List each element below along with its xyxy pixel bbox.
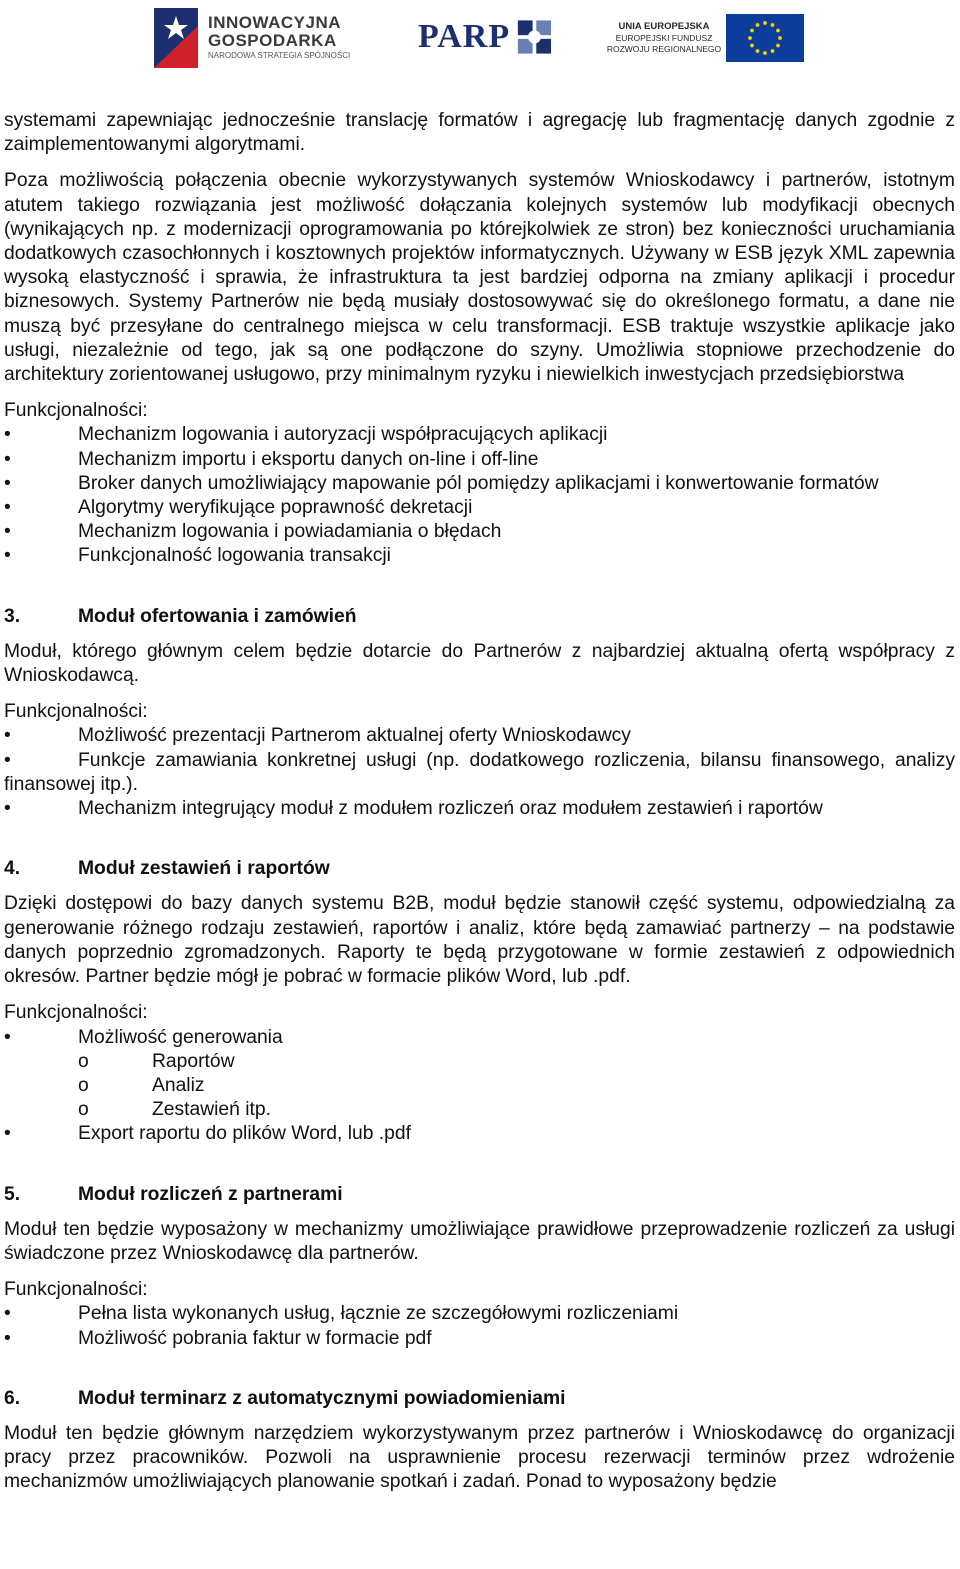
bullet-icon: • [4,545,11,567]
eu-star-icon [771,23,775,27]
eu-star-icon [750,29,754,33]
logo1-line3: NARODOWA STRATEGIA SPÓJNOŚCI [208,51,351,60]
section-3-heading [4,605,955,629]
section-number: 5. [4,1183,21,1205]
sub-list-item-text: Raportów [152,1050,235,1072]
sub-list-item-text: Analiz [152,1074,205,1096]
list-item [4,1122,955,1146]
list-item-text: Funkcje zamawiania konkretnej usługi (np. dodatkowego rozliczenia, bilansu finansowego, analizy finansowej itp.). [4,749,955,795]
sub-list-item [4,1050,955,1074]
list-item [4,423,955,447]
functions-label: Funkcjonalności: [4,701,148,723]
paragraph-esb: Poza możliwością połączenia obecnie wykorzystywanych systemów Wnioskodawcy i partnerów, istotnym atutem takiego rozwiązania jest możliwość dołączania kolejnych systemów lub modyfikacji obecnych (wynikających np. z modernizacji oprogramowania po którejkolwiek ze stron) bez konieczności uruchamiania dodatkowych czasochłonnych i kosztownych projektów informatycznych. Używany w ESB język XML zapewnia wysoką elastyczność i sprawia, że infrastruktura ta jest bardziej odporna na zmiany aplikacji i procedur biznesowych. Systemy Partnerów nie będą musiały dostosowywać się do określonego formatu, a dane nie muszą być przesyłane do centralnego miejsca w celu transformacji. ESB traktuje wszystkie aplikacje jako usługi, niezależnie od tego, jak są one podłączone do szyny. Umożliwia stopniowe przechodzenie do architektury zorientowanej usługowo, przy minimalnym ryzyku i niewielkich inwestycjach przedsiębiorstwa [4,170,955,386]
functions-list-5 [4,1302,955,1350]
paragraph-intro: systemami zapewniając jednocześnie translację formatów i agregację lub fragmentację danych zgodnie z zaimplementowanymi algorytmami. [4,110,955,156]
section-number: 4. [4,858,21,880]
section-number: 3. [4,605,21,627]
section-5-heading [4,1183,955,1207]
bullet-icon: • [4,1327,11,1349]
eu-star-icon [778,36,782,40]
bullet-icon: • [4,725,11,747]
eu-flag-icon [726,14,804,62]
functions-label: Funkcjonalności: [4,1279,148,1301]
logo3-line2: EUROPEJSKI FUNDUSZ [615,33,713,43]
list-item [4,448,955,472]
eu-star-icon [763,51,767,55]
sub-bullet-icon: o [78,1074,89,1096]
bullet-icon: • [4,448,11,470]
bullet-icon: • [4,497,11,519]
list-item-text: Mechanizm importu i eksportu danych on-line i off-line [78,448,539,470]
list-item [4,1302,955,1326]
section-4-heading [4,857,955,881]
section-6-paragraph: Moduł ten będzie głównym narzędziem wykorzystywanym przez partnerów i Wnioskodawcę do organizacji pracy przez pracowników. Pozwoli na usprawnienie procesu rezerwacji terminów przez wdrożenie mechanizmów umożliwiających planowanie spotkań i zadań. Ponad to wyposażony będzie [4,1422,955,1493]
functions-label: Funkcjonalności: [4,400,148,422]
sub-list-item [4,1074,955,1098]
section-title: Moduł zestawień i raportów [78,858,330,880]
parp-emblem-icon [516,17,553,57]
list-item-text: Pełna lista wykonanych usług, łącznie ze szczegółowymi rozliczeniami [78,1303,679,1325]
eu-star-icon [776,44,780,48]
list-item-text: Funkcjonalność logowania transakcji [78,545,391,567]
functions-label: Funkcjonalności: [4,1002,148,1024]
logo3-line1: UNIA EUROPEJSKA [618,21,710,32]
section-5-paragraph: Moduł ten będzie wyposażony w mechanizmy umożliwiające prawidłowe przeprowadzenie rozliczeń za usługi świadczone przez Wnioskodawcę dla partnerów. [4,1218,955,1264]
bullet-icon: • [4,798,11,820]
list-item-text: Mechanizm integrujący moduł z modułem rozliczeń oraz modułem zestawień i raportów [78,798,823,820]
list-item [4,724,955,748]
sub-bullet-icon: o [78,1050,89,1072]
list-item-text: Możliwość prezentacji Partnerom aktualnej oferty Wnioskodawcy [78,725,631,747]
functions-list-3 [4,724,955,821]
section-6-heading [4,1387,955,1411]
sub-list-item [4,1098,955,1122]
list-item-text: Możliwość pobrania faktur w formacie pdf [78,1327,432,1349]
functions-list-1 [4,423,955,568]
list-item [4,1327,955,1351]
bullet-icon: • [4,1123,11,1145]
parp-logo [418,14,553,60]
bullet-icon: • [4,472,11,494]
innowacyjna-gospodarka-logo [150,4,370,72]
eu-star-icon [763,21,767,25]
section-number: 6. [4,1387,21,1409]
list-item-text: Mechanizm logowania i autoryzacji współpracujących aplikacji [78,424,608,446]
list-item [4,797,955,821]
eu-star-icon [771,49,775,53]
logo3-line3: ROZWOJU REGIONALNEGO [606,44,722,54]
logo1-line2: GOSPODARKA [208,31,337,50]
eu-star-icon [756,49,760,53]
list-item [4,544,955,568]
star-emblem-icon [150,6,202,70]
section-title: Moduł rozliczeń z partnerami [78,1183,343,1205]
parp-text: PARP [418,18,511,55]
eu-star-icon [756,23,760,27]
bullet-icon: • [4,424,11,446]
bullet-icon: • [4,1026,11,1048]
logo1-line1: INNOWACYJNA [208,13,342,32]
document-body [4,109,955,1495]
list-item [4,472,955,496]
bullet-icon: • [4,1303,11,1325]
list-item-text: Możliwość generowania [78,1026,283,1048]
eu-star-icon [776,29,780,33]
page-header [0,0,960,80]
list-item-text: Algorytmy weryfikujące poprawność dekretacji [78,497,473,519]
bullet-icon: • [4,749,11,771]
bullet-icon: • [4,521,11,543]
list-item-text: Export raportu do plików Word, lub .pdf [78,1123,411,1145]
eu-star-icon [748,36,752,40]
list-item-text: Mechanizm logowania i powiadamiania o błędach [78,521,502,543]
section-3-paragraph: Moduł, którego głównym celem będzie dotarcie do Partnerów z najbardziej aktualną ofertą współpracy z Wnioskodawcą. [4,640,955,687]
sub-list-item-text: Zestawień itp. [152,1099,271,1121]
list-item-text: Broker danych umożliwiający mapowanie pól pomiędzy aplikacjami i konwertowanie formatów [78,472,879,494]
eu-fund-logo [604,14,804,62]
sub-bullet-icon: o [78,1099,89,1121]
section-title: Moduł terminarz z automatycznymi powiadomieniami [78,1387,566,1409]
list-item [4,496,955,520]
list-item [4,749,955,797]
list-item [4,520,955,544]
section-4-paragraph: Dzięki dostępowi do bazy danych systemu B2B, moduł będzie stanowił część systemu, odpowiedzialną za generowanie różnego rodzaju zestawień, raportów i analiz, które będą zamawiać partnerzy – na podstawie danych poprzednio zgromadzonych. Raporty te będą przygotowane w formie zestawień z odpowiednich okresów. Partner będzie mógł je pobrać w formacie plików Word, lub .pdf. [4,893,955,988]
list-item [4,1026,955,1050]
functions-list-4 [4,1026,955,1147]
section-title: Moduł ofertowania i zamówień [78,605,357,627]
eu-star-icon [750,44,754,48]
